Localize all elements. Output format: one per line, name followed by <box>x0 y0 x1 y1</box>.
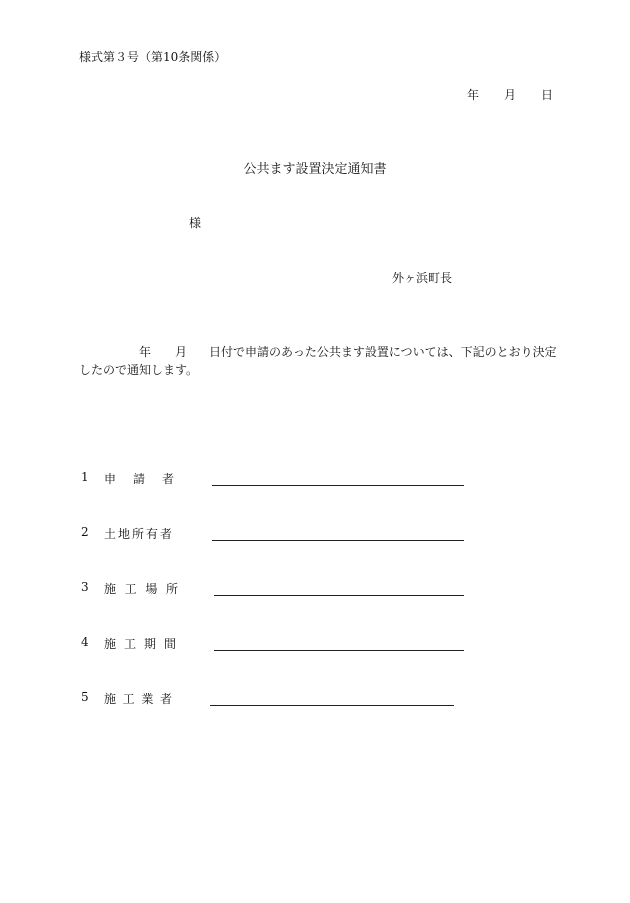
item-number-2: 2 <box>81 525 89 539</box>
date-line <box>467 86 553 103</box>
item-label-3 <box>104 580 178 597</box>
body-paragraph <box>79 343 559 379</box>
item-label-char: 期 <box>143 637 156 651</box>
item-underline-2 <box>212 540 464 541</box>
item-label-5 <box>104 690 172 707</box>
item-label-char: 業 <box>141 692 154 706</box>
item-label-2: 土地所有者 <box>104 527 175 541</box>
date-year: 年 <box>467 88 480 102</box>
body-text: 日付で申請のあった公共ます設置については、下記のとおり決定したので通知します。 <box>79 345 557 377</box>
item-number-1: 1 <box>81 470 89 484</box>
body-month: 月 <box>175 345 188 359</box>
item-label-char: 工 <box>122 692 135 706</box>
date-day: 日 <box>541 88 554 102</box>
item-label-char: 者 <box>161 472 174 486</box>
item-underline-3 <box>214 595 464 596</box>
item-label-char: 施 <box>104 692 117 706</box>
item-label-char: 申 <box>104 472 117 486</box>
body-year: 年 <box>139 345 152 359</box>
item-label-char: 場 <box>145 582 158 596</box>
item-label-char: 工 <box>124 582 137 596</box>
item-underline-1 <box>212 485 464 486</box>
form-number: 様式第３号（第10条関係） <box>79 50 227 64</box>
item-number-3: 3 <box>81 580 89 594</box>
item-label-char: 施 <box>104 637 117 651</box>
item-label-char: 者 <box>159 692 172 706</box>
item-underline-5 <box>210 705 454 706</box>
item-label-4 <box>104 635 176 652</box>
document-title: 公共ます設置決定通知書 <box>243 162 387 177</box>
date-month: 月 <box>504 88 517 102</box>
item-label-char: 請 <box>132 472 145 486</box>
item-number-5: 5 <box>81 690 89 704</box>
recipient-suffix: 様 <box>189 216 202 230</box>
item-label-char: 施 <box>104 582 117 596</box>
item-label-char: 所 <box>165 582 178 596</box>
item-label-char: 間 <box>163 637 176 651</box>
issuer-name: 外ヶ浜町長 <box>392 271 453 285</box>
item-underline-4 <box>214 650 464 651</box>
item-number-4: 4 <box>81 635 89 649</box>
item-label-char: 工 <box>123 637 136 651</box>
item-label-1 <box>104 470 174 487</box>
